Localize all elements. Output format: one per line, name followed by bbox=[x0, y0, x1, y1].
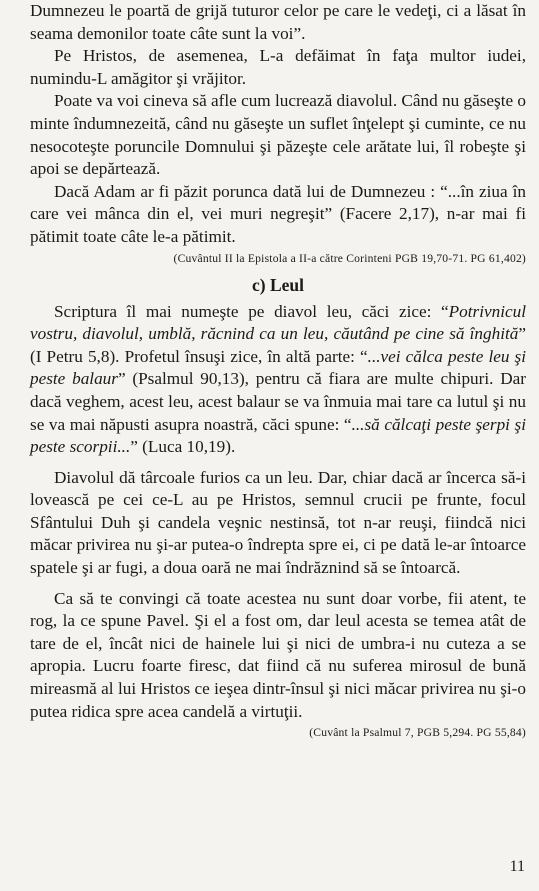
citation-psalm: (Cuvânt la Psalmul 7, PGB 5,294. PG 55,84) bbox=[309, 726, 526, 740]
page-number: 11 bbox=[509, 858, 525, 875]
paragraph-leul-text-1: Scriptura îl mai numeşte pe diavol leu, căci zice: “ bbox=[54, 301, 449, 321]
paragraph-leul-text-3: ” (Psalmul 90,13), pentru că fiara are multe chipuri. Dar dacă veghem, acest leu, acest balaur se va înmuia mai tare ca lutul şi nu se va mai năpusti asupra noastră, căci spune: “ bbox=[30, 369, 527, 434]
citation-corinthians: (Cuvântul II la Epistola a II-a către Corinteni PGB 19,70-71. PG 61,402) bbox=[173, 251, 526, 265]
paragraph-christ-defamed: Pe Hristos, de asemenea, L-a defăimat în faţa multor iudei, numindu-L amăgitor şi vrăjitor. bbox=[30, 46, 526, 88]
quote-psalm: ...vei călca peste leu şi peste balaur bbox=[30, 346, 527, 389]
paragraph-leul-text-2: ” (I Petru 5,8). Profetul însuşi zice, în altă parte: “ bbox=[30, 324, 526, 366]
paragraph-leul-text-4: ” (Luca 10,19). bbox=[130, 437, 236, 457]
quote-luke: ...să călcaţi peste şerpi şi peste scorpii... bbox=[30, 414, 526, 457]
paragraph-devil-prowls: Diavolul dă târcoale furios ca un leu. Dar, chiar dacă ar încerca să-i lovească pe cei ce-L au pe Hristos, semnul crucii pe frunte, focul Sfântului Duh şi candela veşnic nestinsă, tot n-ar reuşi, fiindcă nici măcar privirea nu şi-ar putea-o îndrepta spre ei, ci pe dată le-ar întoarce spatele şi ar fugi, a doua oară ne mai îndrăznind să se întoarcă. bbox=[30, 467, 526, 578]
paragraph-leul bbox=[30, 301, 526, 459]
book-page bbox=[30, 0, 526, 891]
paragraph-devil-works: Poate va voi cineva să afle cum lucrează diavolul. Când nu găseşte o minte îndumnezeită, când nu găseşte un suflet înţelept şi cuminte, ce nu nesocoteşte poruncile Domnului şi păzeşte cele arătate lui, îl robeşte şi apoi se depărtează. bbox=[30, 91, 527, 179]
paragraph-adam: Dacă Adam ar fi păzit porunca dată lui de Dumnezeu : “...în ziua în care vei mânca din el, vei muri negreşit” (Facere 2,17), n-ar mai fi pătimit toate câte le-a pătimit. bbox=[30, 181, 526, 246]
section-heading: c) Leul bbox=[251, 274, 304, 295]
paragraph-paul: Ca să te convingi că toate acestea nu sunt doar vorbe, fii atent, te rog, la ce spune Pavel. Şi el a fost om, dar leul acesta se temea atât de tare de el, încât nici de hainele lui şi nici de umbra-i nu cuteza a se apropia. Lucru foarte firesc, dat fiind că nu suferea mirosul de bună mireasmă al lui Hristos ce ieşea dintr-însul şi nici măcar privirea nu şi-o putea ridica spre acea candelă a virtuţii. bbox=[30, 588, 526, 721]
quote-peter: Potrivnicul vostru, diavolul, umblă, răcnind ca un leu, căutând pe cine să înghită bbox=[30, 301, 526, 344]
paragraph-intro-continued: Dumnezeu le poartă de grijă tuturor celor pe care le vedeţi, ci a lăsat în seama demonilor toate câte sunt la voi”. bbox=[30, 1, 526, 43]
